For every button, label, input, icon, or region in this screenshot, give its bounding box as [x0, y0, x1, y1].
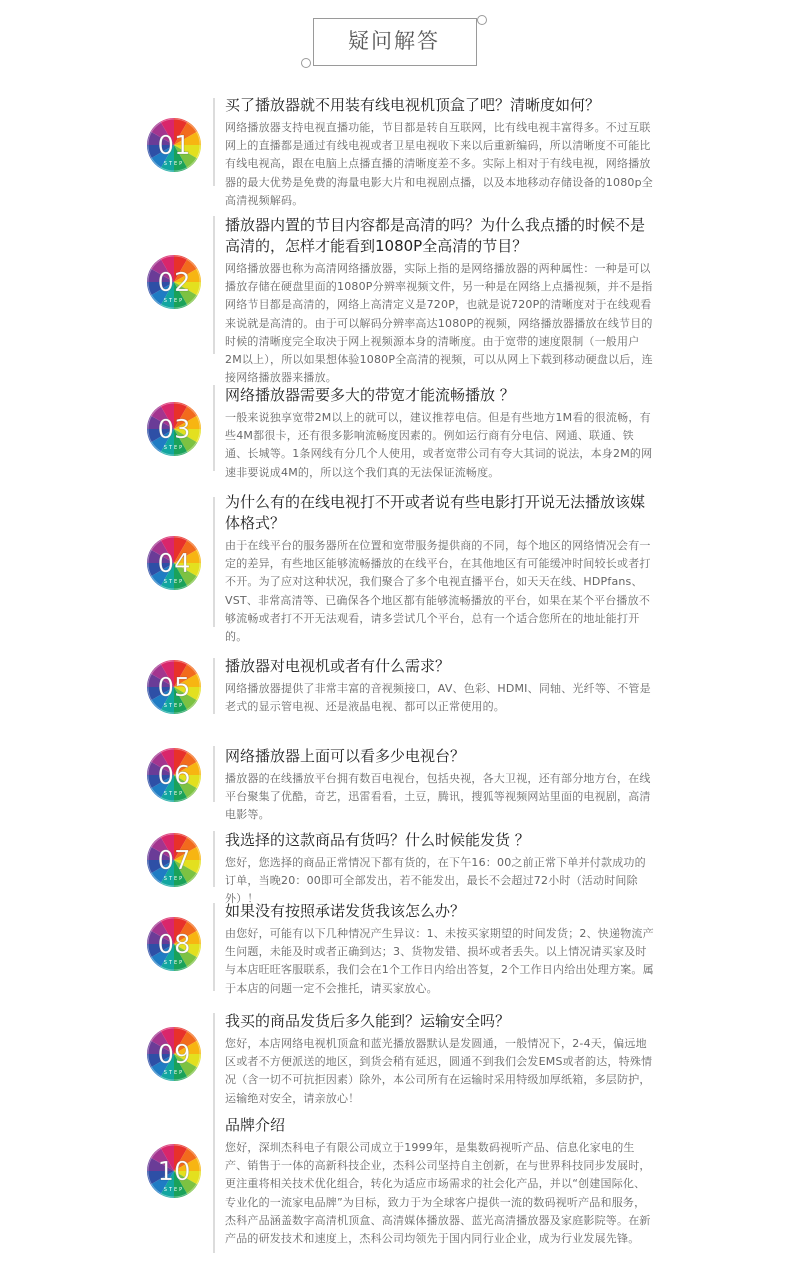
- step-number: 08: [157, 930, 191, 960]
- divider-line: [213, 385, 215, 471]
- faq-answer: 由于在线平台的服务器所在位置和宽带服务提供商的不同，每个地区的网络情况会有一定的差异，有些地区能够流畅播放的在线平台，在其他地区有可能缓冲时间较长或者打不开。为了应对这种状况，我们聚合了多个电视直播平台，如天天在线、HDPfans、VST、非常高清等、已确保各个地区都有能够流畅播放的平台，如果在某个平台播放不够流畅或者打不开无法观看，请多尝试几个平台，总有一个适合您所在的地址能打开的。: [225, 539, 651, 644]
- header-corner-dot: [301, 58, 311, 68]
- step-badge-graphic: [146, 401, 202, 457]
- step-badge-icon: [146, 659, 202, 715]
- header-corner-dot: [477, 15, 487, 25]
- step-badge-icon: [146, 1143, 202, 1199]
- faq-question: 网络播放器需要多大的带宽才能流畅播放 ？: [225, 386, 515, 404]
- step-label: STEP: [163, 161, 185, 167]
- step-number: 04: [157, 549, 191, 579]
- step-badge-icon: [146, 117, 202, 173]
- faq-answer: 网络播放器也称为高清网络播放器，实际上指的是网络播放器的两种属性：一种是可以播放存储在硬盘里面的1080P分辨率视频文件，另一种是在网络上点播视频，并不是指网络节目都是高清的，网络上高清定义是720P，也就是说720P的清晰度对于在线观看来说就是高清的。由于可以解码分辨率高达1080P的视频，网络播放器播放在线节目的时候的清晰度完全取决于网上视频源本身的清晰度。由于宽带的速度限制（一般用户2M以上），所以如果想体验1080P全高清的视频，可以从网上下载到移动硬盘以后，连接网络播放器来播放。: [225, 262, 653, 385]
- faq-answer: 一般来说独享宽带2M以上的就可以，建议推荐电信。但是有些地方1M看的很流畅，有些4M都很卡，还有很多影响流畅度因素的。例如运行商有分电信、网通、联通、铁通、长城等。1条网线有分几个人使用，或者宽带公司有夸大其词的说法，本身2M的网速非要说成4M的，所以这个我们真的无法保证流畅度。: [225, 411, 653, 479]
- step-number: 05: [157, 673, 191, 703]
- faq-question: 我选择的这款商品有货吗？什么时候能发货 ？: [225, 831, 530, 849]
- step-badge-graphic: [146, 1143, 202, 1199]
- divider-line: [213, 831, 215, 887]
- step-badge-graphic: [146, 117, 202, 173]
- faq-answer: 您好，您选择的商品正常情况下都有货的，在下午16：00之前正常下单并付款成功的订单，当晚20：00即可全部发出，若不能发出，最长不会超过72小时（活动时间除外）！: [225, 856, 646, 906]
- faq-question: 如果没有按照承诺发货我该怎么办？: [225, 902, 466, 920]
- step-label: STEP: [163, 703, 185, 709]
- step-badge-icon: [146, 535, 202, 591]
- step-badge-icon: [146, 916, 202, 972]
- step-badge-graphic: [146, 832, 202, 888]
- faq-answer: 播放器的在线播放平台拥有数百电视台，包括央视，各大卫视，还有部分地方台，在线平台聚集了优酷，奇艺，迅雷看看，土豆，腾讯，搜狐等视频网站里面的电视剧，高清电影等。: [225, 772, 651, 822]
- step-badge-icon: [146, 254, 202, 310]
- divider-line: [213, 497, 215, 627]
- faq-question: 播放器对电视机或者有什么需求？: [225, 657, 451, 675]
- faq-answer: 您好，深圳杰科电子有限公司成立于1999年，是集数码视听产品、信息化家电的生产、销售于一体的高新科技企业，杰科公司坚持自主创新，在与世界科技同步发展时，更注重将相关技术优化组合，转化为适应市场需求的社会化产品，并以“创建国际化、专业化的一流家电品牌”为目标，致力于为全球客户提供一流的数码视听产品和服务，杰科产品涵盖数字高清机顶盒、高清媒体播放器、蓝光高清播放器及家庭影院等。在新产品的研发技术和速度上，杰科公司均领先于国内同行业企业，成为行业发展先锋。: [225, 1141, 651, 1246]
- divider-line: [213, 216, 215, 354]
- step-badge-icon: [146, 1026, 202, 1082]
- step-label: STEP: [163, 1070, 185, 1076]
- step-number: 01: [157, 131, 191, 161]
- step-number: 09: [157, 1040, 191, 1070]
- divider-line: [213, 1117, 215, 1253]
- step-number: 02: [157, 268, 191, 298]
- section-header: [303, 18, 481, 70]
- step-label: STEP: [163, 791, 185, 797]
- step-badge-graphic: [146, 916, 202, 972]
- faq-question: 买了播放器就不用装有线电视机顶盒了吧？清晰度如何？: [225, 96, 601, 114]
- step-label: STEP: [163, 1187, 185, 1193]
- faq-answer: 网络播放器支持电视直播功能，节目都是转自互联网，比有线电视丰富得多。不过互联网上的直播都是通过有线电视或者卫星电视收下来以后重新编码，所以清晰度不可能比有线电视高，跟在电脑上点播直播的清晰度差不多。实际上相对于有线电视，网络播放器的最大优势是免费的海量电影大片和电视剧点播，以及本地移动存储设备的1080p全高清视频解码。: [225, 121, 653, 207]
- faq-question: 为什么有的在线电视打不开或者说有些电影打开说无法播放该媒体格式？: [225, 493, 646, 532]
- step-number: 06: [157, 761, 191, 791]
- step-number: 10: [157, 1157, 191, 1187]
- step-badge-graphic: [146, 659, 202, 715]
- step-badge-graphic: [146, 1026, 202, 1082]
- divider-line: [213, 903, 215, 991]
- faq-question: 播放器内置的节目内容都是高清的吗？为什么我点播的时候不是高清的，怎样才能看到1080P全高清的节目？: [225, 216, 646, 255]
- faq-answer: 由您好，可能有以下几种情况产生异议：1、未按买家期望的时间发货；2、快递物流产生问题，未能及时或者正确到达；3、货物发错、损坏或者丢失。以上情况请买家及时与本店旺旺客服联系，我们会在1个工作日内给出答复，2个工作日内给出处理方案。属于本店的问题一定不会推托，请买家放心。: [225, 927, 654, 995]
- step-badge-icon: [146, 401, 202, 457]
- step-label: STEP: [163, 445, 185, 451]
- divider-line: [213, 1013, 215, 1121]
- divider-line: [213, 658, 215, 714]
- step-label: STEP: [163, 298, 185, 304]
- step-label: STEP: [163, 960, 185, 966]
- step-badge-icon: [146, 747, 202, 803]
- faq-answer: 您好，本店网络电视机顶盒和蓝光播放器默认是发圆通，一般情况下，2-4天，偏远地区或者不方便派送的地区，到货会稍有延迟，圆通不到我们会发EMS或者韵达，特殊情况（含一切不可抗拒因素）除外，本公司所有在运输时采用特级加厚纸箱，多层防护，运输绝对安全，请亲放心！: [225, 1037, 653, 1105]
- step-badge-icon: [146, 832, 202, 888]
- step-number: 03: [157, 415, 191, 445]
- faq-answer: 网络播放器提供了非常丰富的音视频接口，AV、色彩、HDMI、同轴、光纤等、不管是老式的显示管电视、还是液晶电视、都可以正常使用的。: [225, 682, 651, 714]
- step-number: 07: [157, 846, 191, 876]
- section-title: 疑问解答: [348, 29, 440, 53]
- step-badge-graphic: [146, 535, 202, 591]
- faq-question: 网络播放器上面可以看多少电视台？: [225, 747, 466, 765]
- step-label: STEP: [163, 876, 185, 882]
- step-badge-graphic: [146, 747, 202, 803]
- step-badge-graphic: [146, 254, 202, 310]
- faq-question: 品牌介绍: [225, 1116, 286, 1134]
- faq-question: 我买的商品发货后多久能到？运输安全吗？: [225, 1012, 511, 1030]
- divider-line: [213, 746, 215, 802]
- divider-line: [213, 98, 215, 186]
- step-label: STEP: [163, 579, 185, 585]
